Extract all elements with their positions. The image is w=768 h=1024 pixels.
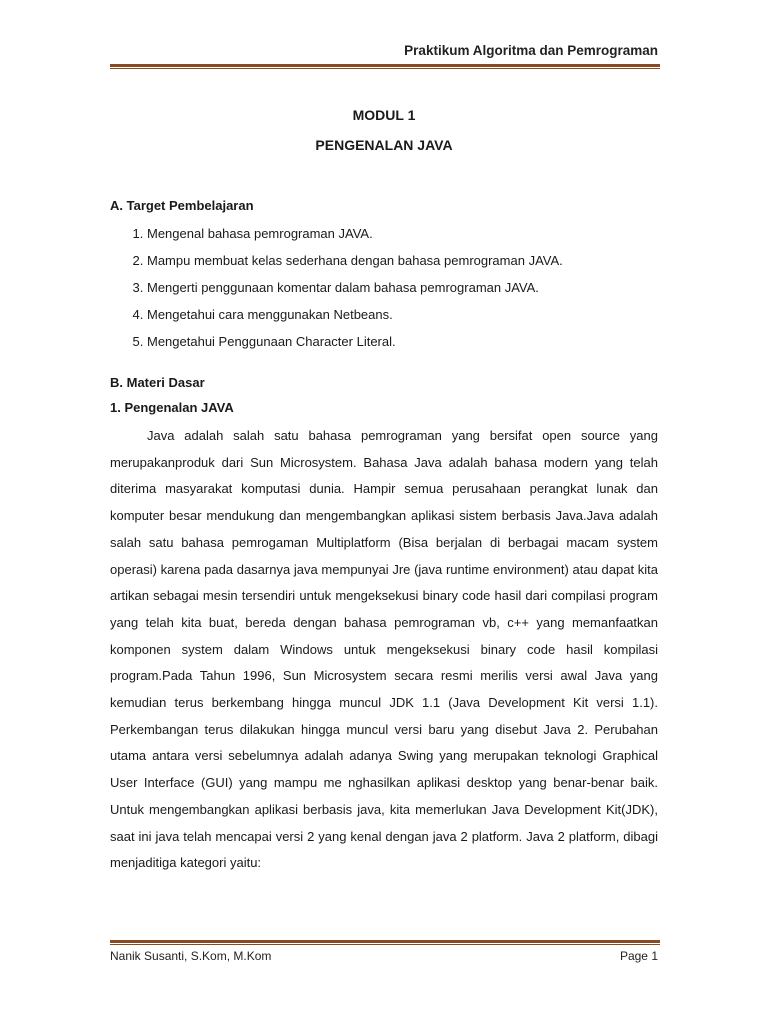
target-list — [110, 220, 658, 355]
list-item: 5. Mengetahui Penggunaan Character Literal. — [147, 328, 658, 355]
list-item: 2. Mampu membuat kelas sederhana dengan bahasa pemrograman JAVA. — [147, 247, 658, 274]
footer-page-number: Page 1 — [619, 949, 658, 963]
section-a-heading: A. Target Pembelajaran — [110, 198, 254, 213]
module-label: MODUL 1 — [352, 107, 416, 123]
section-b-heading: B. Materi Dasar — [110, 375, 205, 390]
page-content — [110, 100, 658, 877]
subsection-heading: 1. Pengenalan JAVA — [110, 400, 234, 415]
list-item: 3. Mengerti penggunaan komentar dalam bahasa pemrograman JAVA. — [147, 274, 658, 301]
list-item: 1. Mengenal bahasa pemrograman JAVA. — [147, 220, 658, 247]
footer-author: Nanik Susanti, S.Kom, M.Kom — [110, 949, 272, 963]
header-rule — [110, 64, 660, 70]
header-title: Praktikum Algoritma dan Pemrograman — [404, 43, 658, 58]
body-paragraph: Java adalah salah satu bahasa pemrograman yang bersifat open source yang merupakanproduk dari Sun Microsystem. Bahasa Java adalah bahasa modern yang telah diterima masyarakat komputasi dunia. Hampir semua perusahaan perangkat lunak dan komputer besar mendukung dan mengembangkan aplikasi sistem berbasis Java.Java adalah salah satu bahasa pemrogaman Multiplatform (Bisa berjalan di berbagai macam system operasi) karena pada dasarnya java mempunyai Jre (java runtime environment) atau dapat kita artikan sebagai mesin tersendiri untuk mengeksekusi binary code hasil dari compilasi program yang telah kita buat, bereda dengan bahasa pemrograman vb, c++ yang memanfaatkan komponen system dalam Windows untuk mengeksekusi binary code hasil kompilasi program.Pada Tahun 1996, Sun Microsystem secara resmi merilis versi awal Java yang kemudian terus berkembang hingga muncul JDK 1.1 (Java Development Kit versi 1.1). Perkembangan terus dilakukan hingga muncul versi baru yang disebut Java 2. Perubahan utama antara versi sebelumnya adalah adanya Swing yang merupakan teknologi Graphical User Interface (GUI) yang mampu me nghasilkan aplikasi desktop yang benar-benar baik. Untuk mengembangkan aplikasi berbasis java, kita memerlukan Java Development Kit(JDK), saat ini java telah mencapai versi 2 yang kenal dengan java 2 platform. Java 2 platform, dibagi menjaditiga kategori yaitu: — [110, 428, 658, 871]
footer-rule — [110, 940, 660, 946]
module-title: PENGENALAN JAVA — [315, 137, 453, 153]
list-item: 4. Mengetahui cara menggunakan Netbeans. — [147, 301, 658, 328]
